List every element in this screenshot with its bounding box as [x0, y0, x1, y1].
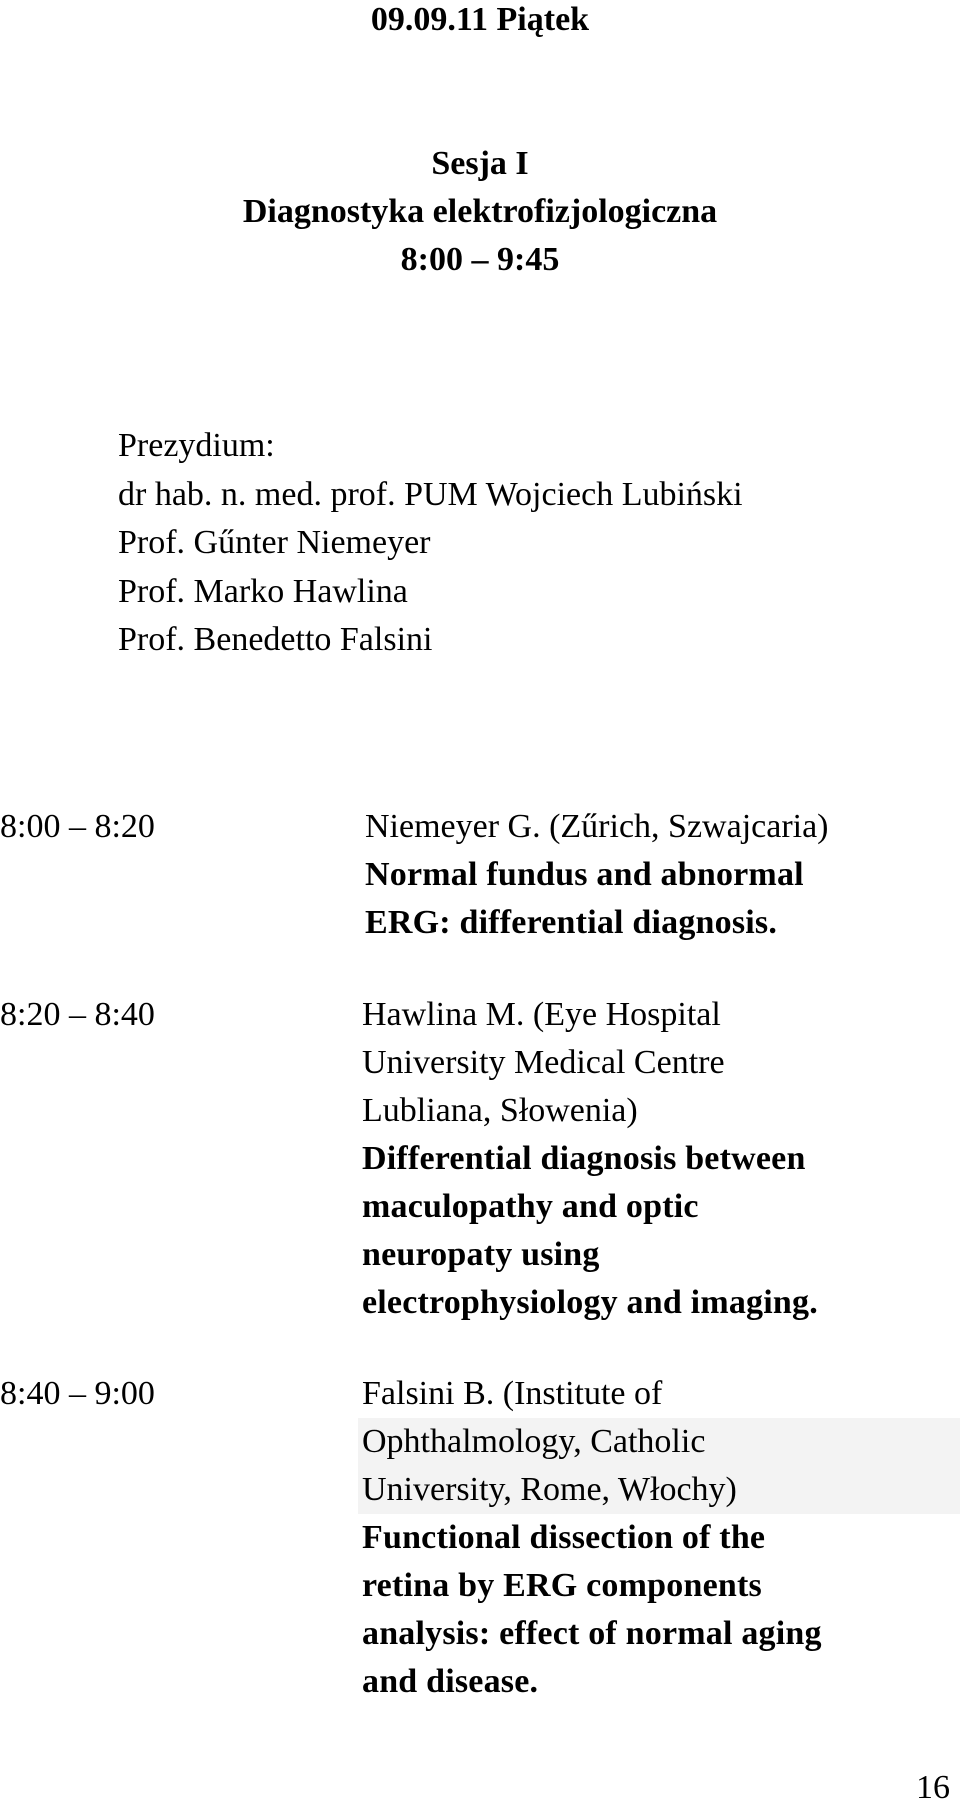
page-date-heading: 09.09.11 Piątek — [370, 1, 590, 38]
talk-title: and disease. — [362, 1663, 539, 1700]
presidium-member: Prof. Marko Hawlina — [118, 572, 408, 610]
talk-speaker: Ophthalmology, Catholic — [362, 1423, 706, 1460]
talk-entry — [365, 803, 829, 947]
talk-title: neuropaty using — [362, 1236, 600, 1273]
talk-speaker: Niemeyer G. (Zűrich, Szwajcaria) — [365, 808, 829, 845]
presidium-member: Prof. Gűnter Niemeyer — [118, 524, 431, 561]
talk-entry — [362, 991, 818, 1327]
session-title: Diagnostyka elektrofizjologiczna — [242, 193, 718, 230]
talk-title: Functional dissection of the — [362, 1519, 766, 1556]
session-header — [0, 140, 960, 284]
talk-title: maculopathy and optic — [362, 1188, 699, 1225]
talk-speaker: University, Rome, Włochy) — [362, 1471, 737, 1508]
presidium-member: dr hab. n. med. prof. PUM Wojciech Lubiński — [118, 475, 743, 513]
talk-time: 8:40 – 9:00 — [0, 1375, 155, 1412]
talk-title: Differential diagnosis between — [362, 1140, 806, 1177]
presidium-member: Prof. Benedetto Falsini — [118, 621, 433, 658]
talk-title: Normal fundus and abnormal — [365, 856, 804, 893]
talk-time: 8:00 – 8:20 — [0, 808, 155, 845]
talk-entry — [362, 1370, 822, 1706]
presidium-label: Prezydium: — [118, 427, 275, 464]
presidium-block — [118, 422, 743, 665]
talk-title: ERG: differential diagnosis. — [365, 904, 778, 941]
talk-title: electrophysiology and imaging. — [362, 1284, 818, 1321]
talk-speaker: Falsini B. (Institute of — [362, 1375, 663, 1412]
talk-title: analysis: effect of normal aging — [362, 1615, 822, 1652]
session-number: Sesja I — [431, 145, 529, 182]
talk-time: 8:20 – 8:40 — [0, 996, 155, 1033]
talk-speaker: Lubliana, Słowenia) — [362, 1092, 638, 1129]
page-number: 16 — [916, 1769, 950, 1806]
talk-speaker: University Medical Centre — [362, 1044, 725, 1081]
talk-title: retina by ERG components — [362, 1567, 762, 1604]
talk-speaker: Hawlina M. (Eye Hospital — [362, 996, 721, 1033]
session-time: 8:00 – 9:45 — [400, 241, 560, 278]
